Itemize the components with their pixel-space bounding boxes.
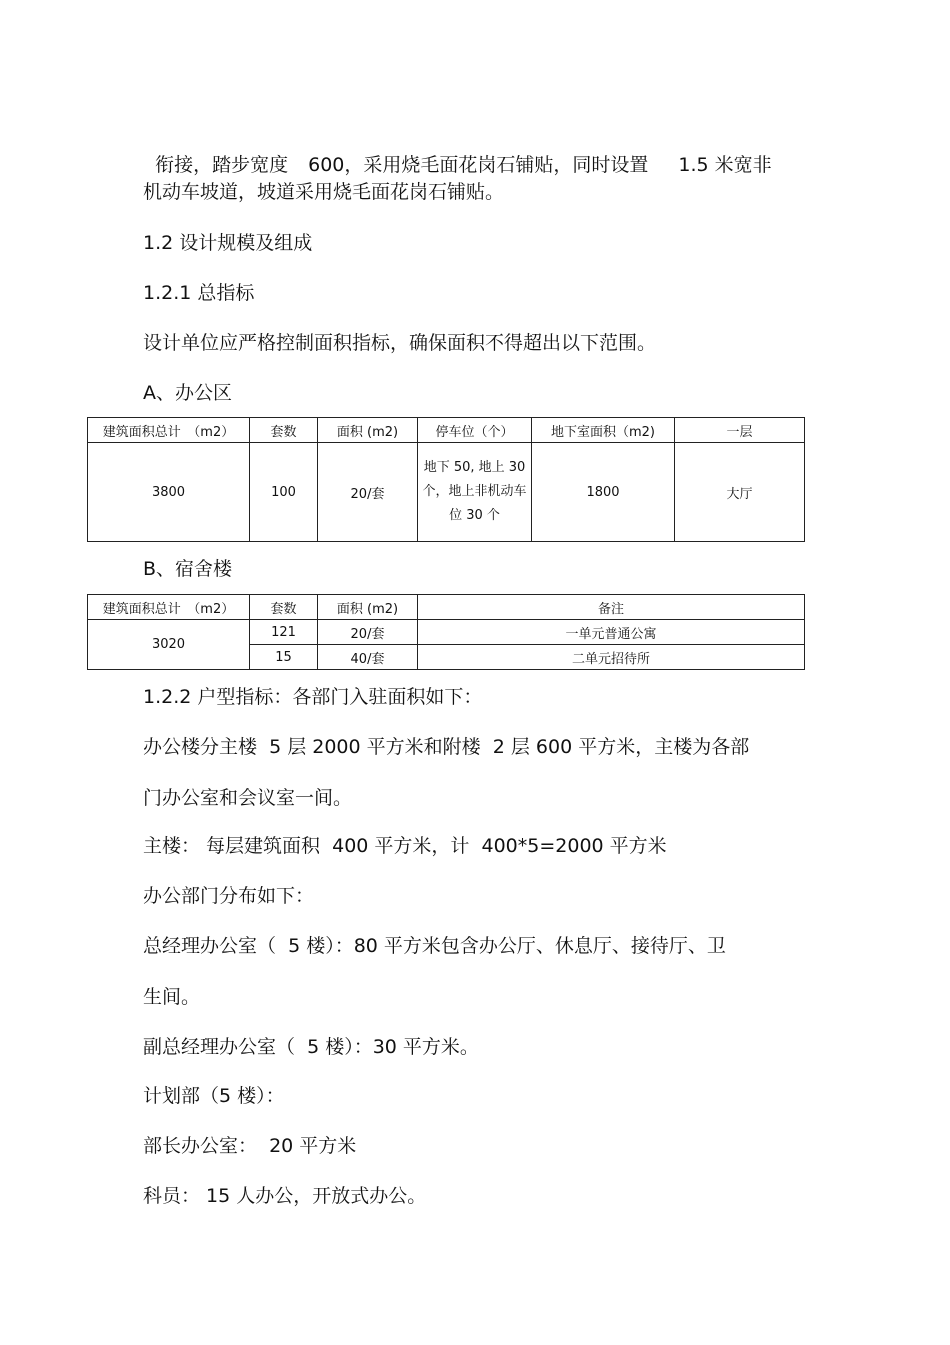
paragraph-line: 办公部门分布如下： [143, 885, 315, 907]
paragraph-line: 生间。 [143, 986, 201, 1008]
header-cell: 套数 [250, 418, 318, 443]
office-area-table [87, 417, 805, 542]
dormitory-table [87, 594, 805, 670]
text-segment: 600，采用烧毛面花岗石铺贴，同时设置 [308, 154, 649, 176]
section-heading: 1.2.2 户型指标：各部门入驻面积如下： [143, 686, 483, 708]
table-cell: 3020 [88, 620, 250, 670]
paragraph-line: 门办公室和会议室一间。 [143, 787, 353, 809]
table-cell: 二单元招待所 [418, 645, 805, 670]
table-row [88, 443, 805, 542]
header-cell: 建筑面积总计 （m2） [88, 595, 250, 620]
table-cell: 地下 50, 地上 30 个，地上非机动车位 30 个 [418, 443, 532, 542]
header-cell: 面积 (m2) [318, 418, 418, 443]
header-cell: 备注 [418, 595, 805, 620]
table-cell: 40/套 [318, 645, 418, 670]
table-row [88, 620, 805, 645]
paragraph-line [143, 129, 772, 177]
header-cell: 套数 [250, 595, 318, 620]
section-heading: 1.2 设计规模及组成 [143, 232, 313, 254]
paragraph-line: 机动车坡道，坡道采用烧毛面花岗石铺贴。 [143, 181, 505, 203]
header-cell: 停车位（个） [418, 418, 532, 443]
table-cell: 15 [250, 645, 318, 670]
text-segment: 1.5 米宽非 [678, 154, 772, 176]
paragraph-line: 计划部（5 楼）： [143, 1085, 285, 1107]
header-cell: 建筑面积总计 （m2） [88, 418, 250, 443]
table-cell: 100 [250, 443, 318, 542]
table-header-row [88, 418, 805, 443]
table-cell: 大厅 [675, 443, 805, 542]
table-cell: 3800 [88, 443, 250, 542]
table-b-title: B、宿舍楼 [143, 558, 233, 580]
paragraph-line: 总经理办公室（ 5 楼）：80 平方米包含办公厅、休息厅、接待厅、卫 [143, 935, 726, 957]
paragraph-line: 办公楼分主楼 5 层 2000 平方米和附楼 2 层 600 平方米，主楼为各部 [143, 736, 750, 758]
text-segment: 衔接，踏步宽度 [155, 154, 289, 176]
table-a-title: A、办公区 [143, 382, 232, 404]
table-cell: 20/套 [318, 443, 418, 542]
paragraph-line: 部长办公室： 20 平方米 [143, 1135, 357, 1157]
section-heading: 1.2.1 总指标 [143, 282, 255, 304]
table-cell: 121 [250, 620, 318, 645]
table-cell: 一单元普通公寓 [418, 620, 805, 645]
header-cell: 地下室面积（m2) [532, 418, 675, 443]
header-cell: 面积 (m2) [318, 595, 418, 620]
header-cell: 一层 [675, 418, 805, 443]
paragraph-line: 科员： 15 人办公，开放式办公。 [143, 1185, 427, 1207]
table-cell: 1800 [532, 443, 675, 542]
paragraph-line: 设计单位应严格控制面积指标，确保面积不得超出以下范围。 [143, 332, 657, 354]
paragraph-line: 主楼： 每层建筑面积 400 平方米，计 400*5=2000 平方米 [143, 835, 667, 857]
paragraph-line: 副总经理办公室（ 5 楼）：30 平方米。 [143, 1036, 479, 1058]
table-header-row [88, 595, 805, 620]
table-cell: 20/套 [318, 620, 418, 645]
